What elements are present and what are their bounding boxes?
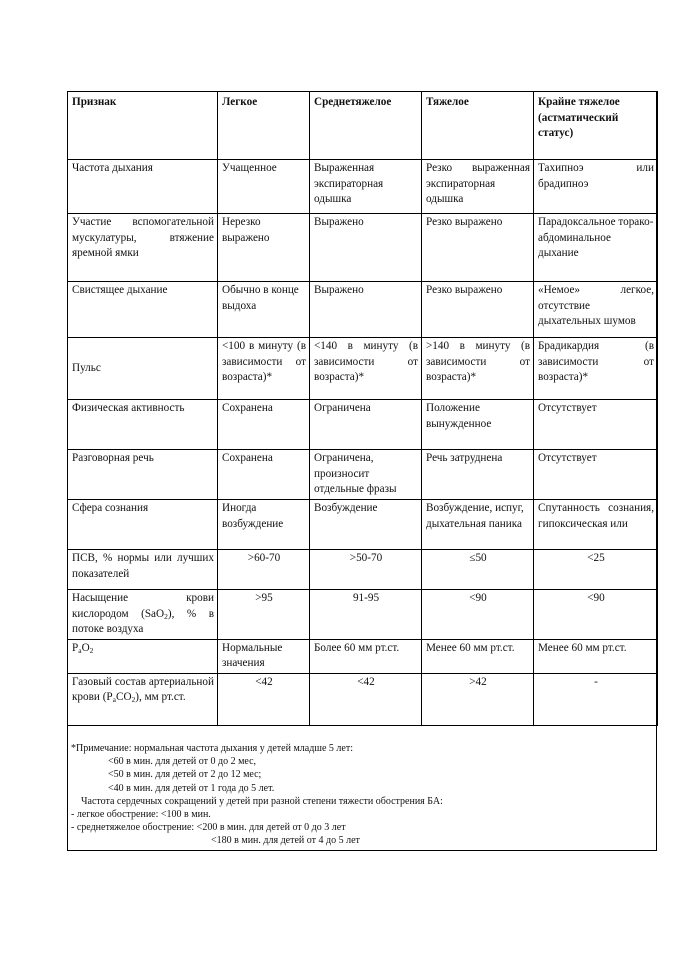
- cell: Иногда возбуждение: [218, 500, 310, 550]
- cell: Выражено: [310, 214, 422, 282]
- row-label: [68, 639, 218, 673]
- cell: Ограничена: [310, 400, 422, 450]
- cell: -: [534, 673, 658, 725]
- row-label: Свистящее дыхание: [68, 282, 218, 338]
- subscript: 2: [164, 611, 168, 621]
- cell: >50-70: [310, 550, 422, 590]
- label-text: ), % в потоке воздуха: [72, 607, 214, 635]
- row-label: [68, 673, 218, 725]
- note-line: *Примечание: нормальная частота дыхания у детей младше 5 лет:: [71, 743, 354, 754]
- cell: <90: [422, 590, 534, 640]
- cell: Резко выраженная экспираторная одышка: [422, 160, 534, 214]
- cell: Отсутствует: [534, 400, 658, 450]
- cell: Положение вынужденное: [422, 400, 534, 450]
- table-row: [68, 639, 658, 673]
- header-severe: Тяжелое: [422, 92, 534, 160]
- cell: >42: [422, 673, 534, 725]
- table-row: [68, 400, 658, 450]
- cell: 91-95: [310, 590, 422, 640]
- note-line: <60 в мин. для детей от 0 до 2 мес,: [108, 756, 257, 768]
- cell: >60-70: [218, 550, 310, 590]
- cell: Более 60 мм рт.ст.: [310, 639, 422, 673]
- cell: Парадоксальное торако-абдоминальное дыхание: [534, 214, 658, 282]
- cell: Обычно в конце выдоха: [218, 282, 310, 338]
- cell: Возбуждение: [310, 500, 422, 550]
- cell: <25: [534, 550, 658, 590]
- header-mild: Легкое: [218, 92, 310, 160]
- row-label: [68, 590, 218, 640]
- cell: Резко выражено: [422, 282, 534, 338]
- cell: >140 в минуту (в зависимости от возраста)*: [422, 338, 534, 400]
- cell: Нормальные значения: [218, 639, 310, 673]
- subscript: a: [78, 645, 82, 655]
- cell: Сохранена: [218, 450, 310, 500]
- cell: Речь затруднена: [422, 450, 534, 500]
- table-row: [68, 450, 658, 500]
- table-row: [68, 673, 658, 725]
- cell: Брадикардия (в зависимости от возраста)*: [534, 338, 658, 400]
- table-row: [68, 160, 658, 214]
- cell: Учащенное: [218, 160, 310, 214]
- label-text: Насыщение крови кислородом (SaO: [72, 592, 214, 620]
- cell: Выраженная экспираторная одышка: [310, 160, 422, 214]
- cell: <42: [218, 673, 310, 725]
- cell: >95: [218, 590, 310, 640]
- cell: <42: [310, 673, 422, 725]
- row-label: Пульс: [68, 338, 218, 400]
- cell: <140 в минуту (в зависимости от возраста)*: [310, 338, 422, 400]
- table-header-row: [68, 92, 658, 160]
- table-row: [68, 590, 658, 640]
- table-row: [68, 214, 658, 282]
- cell: <90: [534, 590, 658, 640]
- table-row: [68, 338, 658, 400]
- cell: <100 в минуту (в зависимости от возраста)*: [218, 338, 310, 400]
- label-text: Газовый состав артериальной крови (P: [72, 675, 214, 703]
- table-row: [68, 282, 658, 338]
- cell: Нерезко выражено: [218, 214, 310, 282]
- cell: ≤50: [422, 550, 534, 590]
- note-line: - среднетяжелое обострение: <200 в мин. для детей от 0 до 3 лет: [71, 822, 346, 834]
- row-label: ПСВ, % нормы или лучших показателей: [68, 550, 218, 590]
- note-line: <180 в мин. для детей от 4 до 5 лет: [211, 835, 360, 847]
- footnote: [71, 742, 651, 848]
- table-row: [68, 550, 658, 590]
- table-row: [68, 500, 658, 550]
- cell: Тахипноэ или брадипноэ: [534, 160, 658, 214]
- header-sign: Признак: [68, 92, 218, 160]
- subscript: a: [112, 695, 116, 704]
- row-label: Частота дыхания: [68, 160, 218, 214]
- label-text: P: [72, 641, 79, 654]
- cell: Возбуждение, испуг, дыхательная паника: [422, 500, 534, 550]
- cell: Отсутствует: [534, 450, 658, 500]
- subscript: 2: [89, 645, 94, 655]
- note-line: <50 в мин. для детей от 2 до 12 мес;: [108, 769, 262, 781]
- label-text: O: [81, 641, 90, 654]
- subscript: 2: [131, 695, 136, 704]
- cell: «Немое» легкое, отсутствие дыхательных шумов: [534, 282, 658, 338]
- note-line: Частота сердечных сокращений у детей при разной степени тяжести обострения БА:: [81, 795, 443, 807]
- cell: Резко выражено: [422, 214, 534, 282]
- cell: Выражено: [310, 282, 422, 338]
- row-label: Сфера сознания: [68, 500, 218, 550]
- label-text: ), мм рт.ст.: [135, 691, 186, 703]
- cell: Менее 60 мм рт.ст.: [422, 639, 534, 673]
- severity-table: [67, 91, 658, 726]
- header-extreme: Крайне тяжелое (астматический статус): [534, 92, 658, 160]
- cell: Спутанность сознания, гипоксическая или: [534, 500, 658, 550]
- row-label: Разговорная речь: [68, 450, 218, 500]
- row-label: Участие вспомогательной мускулатуры, втяжение яремной ямки: [68, 214, 218, 282]
- row-label: Физическая активность: [68, 400, 218, 450]
- header-moderate: Среднетяжелое: [310, 92, 422, 160]
- cell: Ограничена, произносит отдельные фразы: [310, 450, 422, 500]
- label-text: CO: [115, 691, 132, 703]
- note-line: <40 в мин. для детей от 1 года до 5 лет.: [108, 782, 275, 794]
- cell: Сохранена: [218, 400, 310, 450]
- cell: Менее 60 мм рт.ст.: [534, 639, 658, 673]
- note-line: - легкое обострение: <100 в мин.: [71, 809, 211, 821]
